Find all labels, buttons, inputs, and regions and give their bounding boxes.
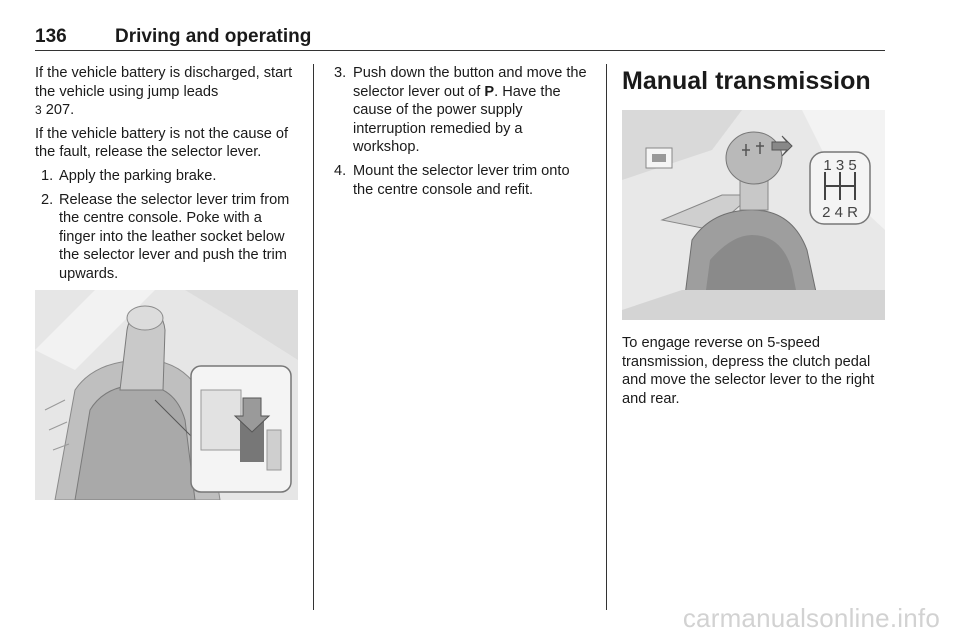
column-divider [313, 64, 314, 610]
park-position: P [484, 83, 495, 100]
paragraph-fault: If the vehicle battery is not the cause of the fault, release the selector lever. [35, 125, 289, 161]
list-item: 3. Push down the button and move the selector lever out of P. Have the cause of the power supply interruption remedied by a workshop. [334, 65, 587, 156]
page-header [35, 24, 885, 51]
column-1 [35, 64, 301, 500]
column-3 [622, 64, 886, 413]
list-item: 4. Mount the selector lever trim onto the centre console and refit. [334, 162, 570, 198]
watermark: carmanualsonline.info [682, 603, 940, 633]
list-item: 1. Apply the parking brake. [41, 167, 217, 184]
page-number: 136 [35, 26, 67, 47]
page-reference-arrow-icon: 3 [35, 103, 42, 118]
section-title: Driving and operating [115, 26, 312, 47]
paragraph-reverse: To engage reverse on 5-speed transmission, depress the clutch pedal and move the selector lever to the right and rear. [622, 335, 875, 407]
column-divider [606, 64, 607, 610]
paragraph-jump-start: If the vehicle battery is discharged, start the vehicle using jump leads 3 207. [35, 65, 293, 119]
steps-list [35, 167, 301, 284]
manual-gear-lever-figure [622, 110, 885, 320]
list-item: 2. Release the selector lever trim from the centre console. Poke with a finger into the leather socket below the selector lever and push the trim upwards. [41, 191, 290, 282]
column-2 [334, 64, 592, 204]
gear-pattern-top-label: 1 3 5 [823, 157, 857, 174]
heading-manual-transmission: Manual transmission [622, 67, 871, 95]
steps-list-continued [334, 64, 592, 199]
page-reference[interactable]: 207. [45, 102, 75, 119]
selector-lever-figure [35, 290, 298, 500]
gear-pattern-bottom-label: 2 4 R [822, 204, 858, 221]
